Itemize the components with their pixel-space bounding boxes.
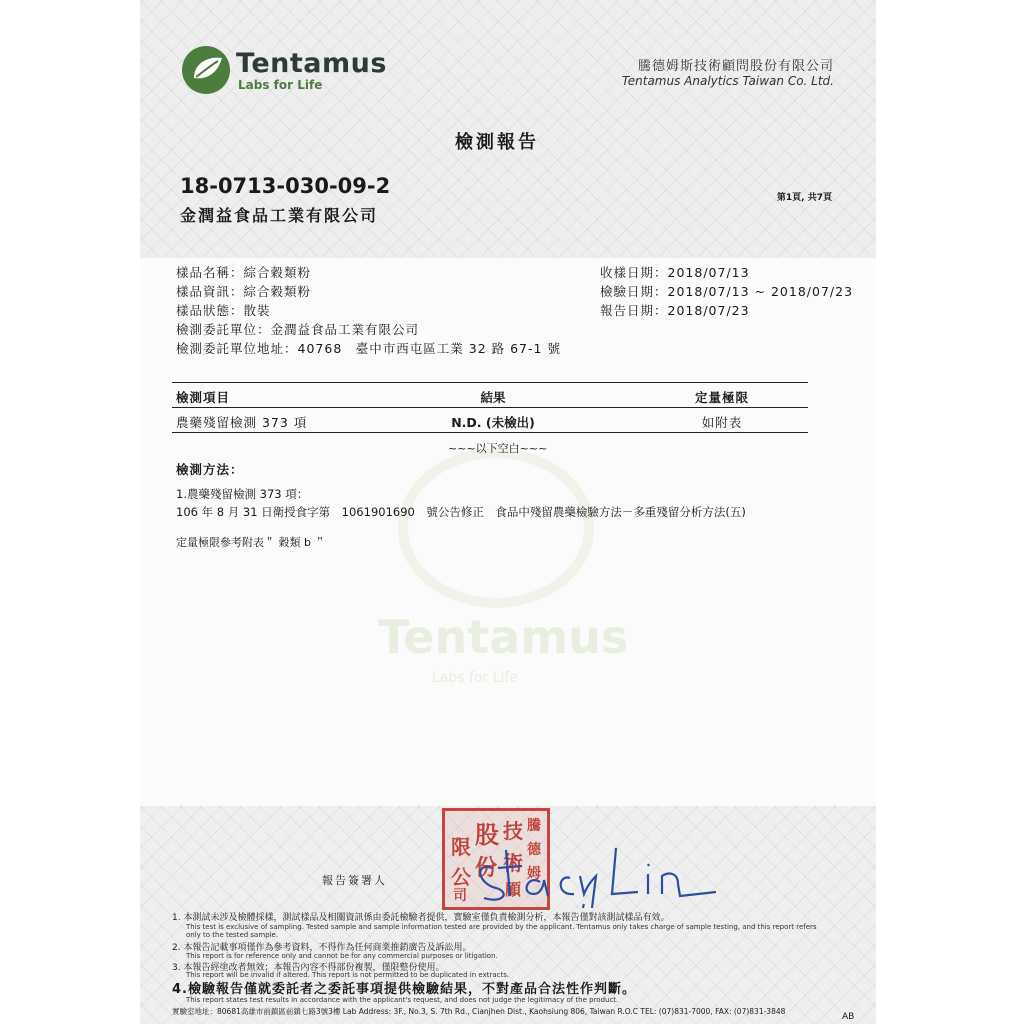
entrust-address-label: 檢測委託單位地址： <box>176 341 298 356</box>
sample-state-value: 散裝 <box>243 303 271 318</box>
entrust-address-row <box>176 339 561 357</box>
signer-label: 報告簽署人 <box>322 874 387 887</box>
method-heading: 檢測方法： <box>176 462 244 477</box>
company-name-zh: 騰德姆斯技術顧問股份有限公司 <box>637 59 834 74</box>
entrust-value: 金潤益食品工業有限公司 <box>270 322 420 337</box>
note-1-zh: 1. 本測試未涉及檢體採樣，測試樣品及相關資訊係由委託檢驗者提供，實驗室僅負責檢測分析，本報告僅對該測試樣品有效。 <box>172 913 670 923</box>
method-line-3: 定量極限參考附表＂ 穀類 b ＂ <box>176 536 326 549</box>
lab-address-footer: 實驗室地址：80681高雄市前鎮區前鎮七路3號3樓 Lab Address: 3F., No.3, S. 7th Rd., Cianjhen Dist., Kaohsiung 806, Taiwan R.O.C TEL: (07)831-7000, FAX: (07)831-3848 <box>172 1007 786 1016</box>
entrust-row <box>176 320 419 338</box>
sample-info-row <box>176 282 311 300</box>
watermark-seal-icon <box>398 448 594 608</box>
method-line-1: 1.農藥殘留檢測 373 項： <box>176 487 309 501</box>
watermark-word: Tentamus <box>378 610 629 664</box>
received-date-value: 2018/07/13 <box>667 265 750 280</box>
table-row <box>172 408 808 433</box>
header-test-item: 檢測項目 <box>176 390 231 405</box>
results-table <box>172 382 808 433</box>
sample-name-row <box>176 263 311 281</box>
client-name: 金潤益食品工業有限公司 <box>180 206 379 225</box>
header-limit: 定量極限 <box>694 390 749 405</box>
sample-info-value: 綜合穀類粉 <box>243 284 312 299</box>
row-test-item: 農藥殘留檢測 373 項 <box>176 415 308 430</box>
sample-name-value: 綜合穀類粉 <box>243 265 312 280</box>
header-result: 結果 <box>480 390 506 405</box>
sample-info-label: 樣品資訊： <box>176 284 244 299</box>
legal-notice-en: This report states test results in accordance with the applicant's request, and does not judge the legitimacy of the product. <box>186 996 619 1004</box>
logo-tagline: Labs for Life <box>238 78 323 92</box>
note-3-en: This report will be invalid if altered. This report is not permitted to be duplicated in extracts. <box>186 971 510 979</box>
sample-name-label: 樣品名稱： <box>176 265 244 280</box>
row-limit: 如附表 <box>701 415 743 430</box>
note-3-zh: 3. 本報告經塗改者無效；本報告內容不得部份複製，僅限整份使用。 <box>172 963 445 973</box>
note-2-zh: 2. 本報告記載事項僅作為參考資料，不得作為任何商業推銷廣告及訴訟用。 <box>172 943 472 953</box>
entrust-label: 檢測委託單位： <box>176 322 271 337</box>
blank-below-note: ~~~以下空白~~~ <box>448 442 548 455</box>
watermark-tagline: Labs for Life <box>432 670 518 686</box>
received-date-label: 收樣日期： <box>600 265 668 280</box>
results-table-header <box>172 382 808 408</box>
sample-state-row <box>176 301 271 319</box>
report-title: 檢測報告 <box>455 132 539 153</box>
entrust-address-value: 40768 臺中市西屯區工業 32 路 67-1 號 <box>297 341 561 356</box>
sample-state-label: 樣品狀態： <box>176 303 244 318</box>
test-date-row <box>600 282 853 300</box>
tentamus-leaf-icon <box>180 44 232 96</box>
logo-wordmark: Tentamus <box>236 48 387 79</box>
note-1-en: This test is exclusive of sampling. Tested sample and sample information tested are provided by the applicant. Tentamus only takes charge of sample testing, and this report refers only to the tested sample. <box>186 923 817 939</box>
report-date-row <box>600 301 750 319</box>
note-2-en: This report is for reference only and cannot be for any commercial purposes or litigation. <box>186 952 498 960</box>
report-date-label: 報告日期： <box>600 303 668 318</box>
page-indicator: 第1頁, 共7頁 <box>776 193 832 203</box>
report-date-value: 2018/07/23 <box>667 303 750 318</box>
legal-notice-zh: 4.檢驗報告僅就委託者之委託事項提供檢驗結果，不對產品合法性作判斷。 <box>172 982 636 997</box>
company-name-en: Tentamus Analytics Taiwan Co. Ltd. <box>621 74 834 88</box>
handwritten-signature <box>470 838 720 908</box>
company-seal-stamp: 限 股 技 騰 公 份 術 德 司 顧 姆 <box>442 808 550 910</box>
received-date-row <box>600 263 750 281</box>
test-date-label: 檢驗日期： <box>600 284 668 299</box>
report-number: 18-0713-030-09-2 <box>180 174 391 198</box>
page-mark: AB <box>842 1012 855 1022</box>
method-line-2: 106 年 8 月 31 日衛授食字第 1061901690 號公告修正 食品中殘留農藥檢驗方法－多重殘留分析方法(五) <box>176 505 746 519</box>
test-date-value: 2018/07/13 ~ 2018/07/23 <box>667 284 854 299</box>
row-result: N.D. (未檢出) <box>451 415 535 430</box>
